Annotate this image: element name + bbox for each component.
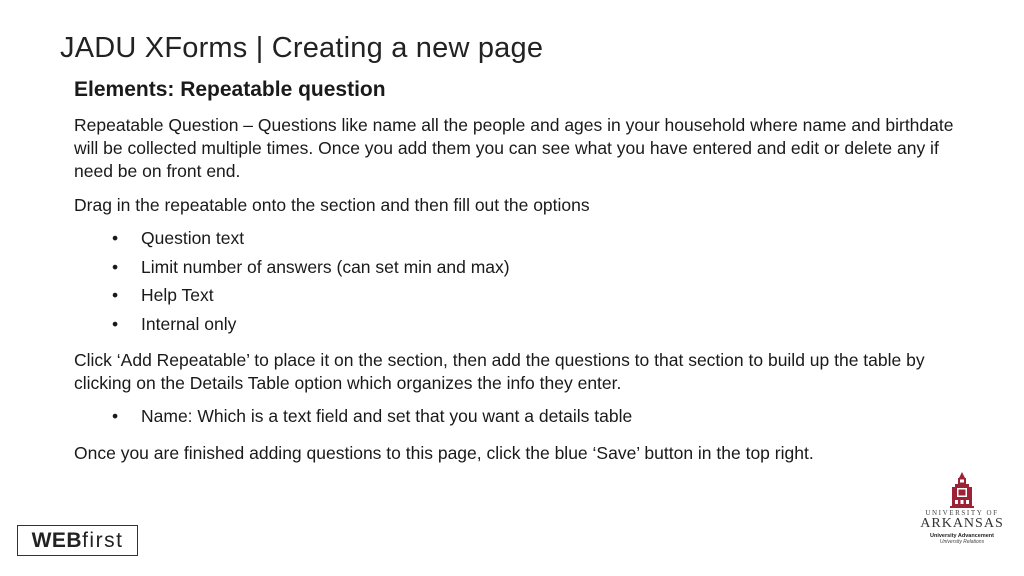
details-bullet-list: [74, 402, 954, 431]
ua-logo-relations: University Relations: [939, 539, 985, 545]
university-of-arkansas-logo: [920, 472, 1004, 562]
ua-logo-arkansas: ARKANSAS: [920, 516, 1004, 531]
paragraph-save-instruction: Once you are finished adding questions to this page, click the blue ‘Save’ button in the top right.: [74, 442, 814, 463]
webfirst-logo-light: first: [82, 528, 124, 552]
bullet-item: • Internal only: [74, 310, 954, 339]
webfirst-logo: [17, 525, 138, 556]
ua-logo-advancement: University Advancement: [930, 533, 994, 539]
paragraph-add-repeatable: Click ‘Add Repeatable’ to place it on the section, then add the questions to that section to build up the table by clicking on the Details Table option which organizes the info they enter.: [74, 350, 925, 393]
bullet-item: • Question text: [74, 224, 954, 253]
slide-title: JADU XForms | Creating a new page: [60, 32, 544, 64]
bullet-item: • Name: Which is a text field and set that you want a details table: [74, 402, 954, 431]
bullet-item: • Limit number of answers (can set min and max): [74, 253, 954, 282]
webfirst-logo-bold: WEB: [31, 528, 83, 552]
paragraph-drag-instruction: Drag in the repeatable onto the section and then fill out the options: [74, 195, 590, 215]
bullet-item: • Help Text: [74, 281, 954, 310]
options-bullet-list: [74, 224, 954, 338]
slide-body: [74, 78, 954, 476]
old-main-tower-icon: [948, 472, 976, 508]
ua-logo-university: UNIVERSITY OF: [925, 509, 999, 517]
paragraph-repeatable-description: Repeatable Question – Questions like name all the people and ages in your household where name and birthdate will be collected multiple times. Once you add them you can see what you have entered and edit or delete any if need be on front end.: [74, 115, 954, 181]
section-heading: Elements: Repeatable question: [74, 78, 386, 101]
